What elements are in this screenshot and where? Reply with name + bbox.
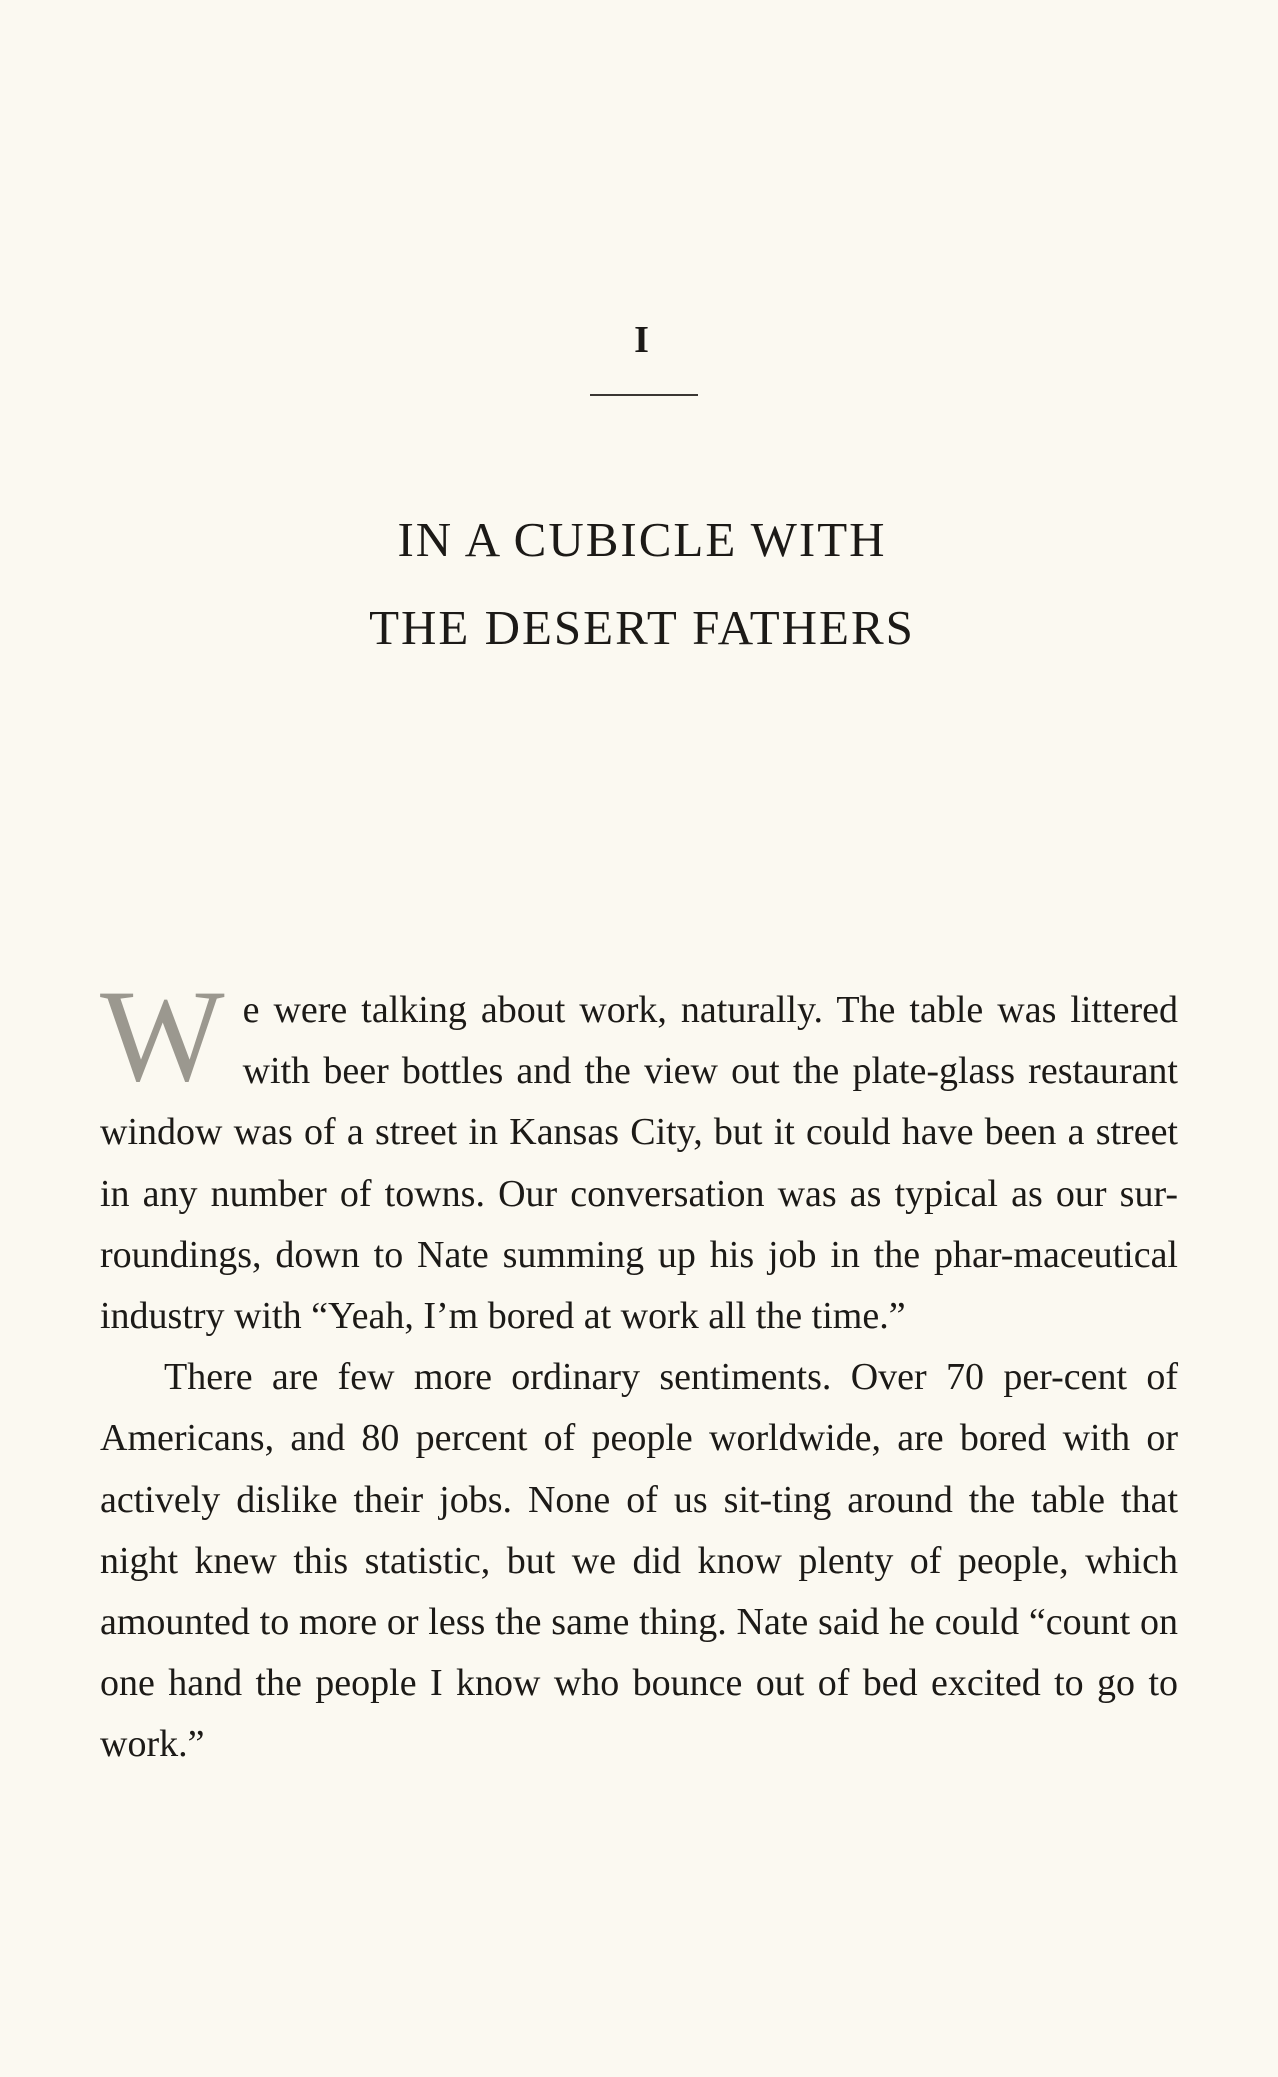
chapter-title xyxy=(0,496,1278,672)
paragraph-1-text: e were talking about work, naturally. The table was littered with beer bottles and the view out the plate-glass restaurant window was of a street in Kansas City, but it could have been a street in any number of towns. Our conversation was as typical as our sur-roundings, down to Nate summing up his job in the phar-maceutical industry with “Yeah, I’m bored at work all the time.” xyxy=(100,989,1178,1338)
chapter-title-line-1: IN A CUBICLE WITH xyxy=(397,512,887,567)
body-text xyxy=(100,962,1178,1776)
chapter-divider xyxy=(590,394,698,396)
paragraph-2: There are few more ordinary sentiments. Over 70 per-cent of Americans, and 80 percent of people worldwide, are bored with or actively dislike their jobs. None of us sit-ting around the table that night knew this statistic, but we did know plenty of people, which amounted to more or less the same thing. Nate said he could “count on one hand the people I know who bounce out of bed excited to go to work.” xyxy=(100,1356,1178,1766)
paragraph-1 xyxy=(100,962,1178,1347)
drop-cap: W xyxy=(100,962,225,1109)
chapter-title-line-2: THE DESERT FATHERS xyxy=(369,600,915,655)
chapter-number: I xyxy=(634,319,650,361)
